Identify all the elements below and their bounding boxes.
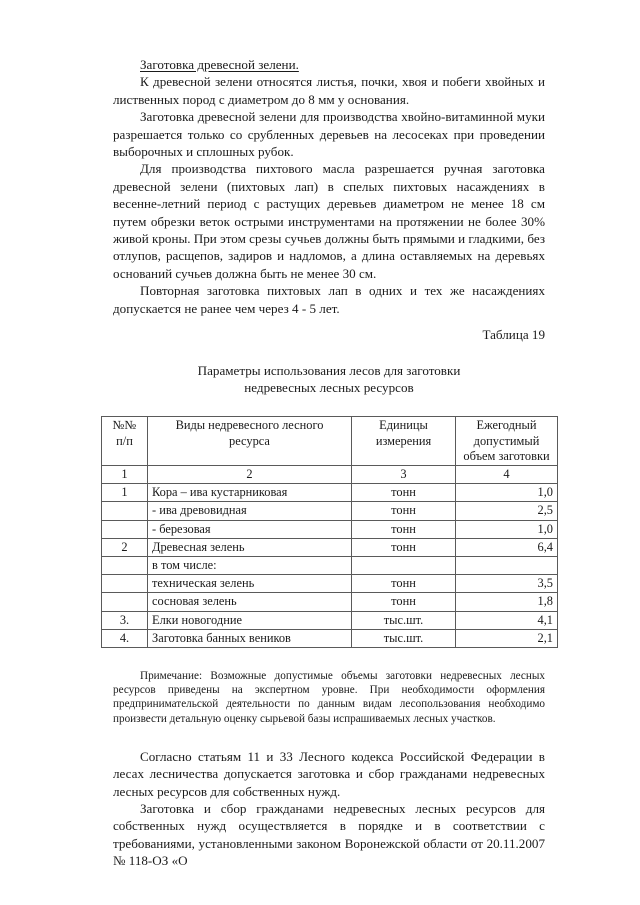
column-number-2: 2 <box>148 465 352 483</box>
cell-name: Елки новогодние <box>148 611 352 629</box>
header-volume-line-2: допустимый <box>473 433 540 448</box>
table-note: Примечание: Возможные допустимые объемы заготовки недревесных лесных ресурсов приведены на экспертном уровне. При необходимости оформления предпринимательской деятельности по данным видам лесопользования необходимо произвести детальную оценку сырьевой базы испрашиваемых лесных участков. <box>113 669 545 725</box>
table-row <box>102 611 558 629</box>
cell-name: Древесная зелень <box>148 538 352 556</box>
table-title-line-2: недревесных лесных ресурсов <box>244 379 414 395</box>
header-unit-line-2: измерения <box>375 433 432 448</box>
table-title <box>113 362 545 397</box>
tail-section <box>113 748 545 870</box>
paragraph-2: Заготовка древесной зелени для производства хвойно-витаминной муки разрешается только со срубленных деревьев на лесосеках при проведении выборочных и сплошных рубок. <box>113 109 545 160</box>
cell-unit: тонн <box>352 575 456 593</box>
resources-table <box>101 416 558 648</box>
document-body <box>112 56 553 870</box>
header-no-line-1: №№ <box>112 418 137 433</box>
cell-volume: 1,8 <box>456 593 558 611</box>
header-name-line-2: ресурса <box>229 433 270 448</box>
cell-unit: тыс.шт. <box>352 629 456 647</box>
cell-name: Кора – ива кустарниковая <box>148 484 352 502</box>
cell-no: 2 <box>102 538 148 556</box>
tail-paragraph-1: Согласно статьям 11 и 33 Лесного кодекса Российской Федерации в лесах лесничества допускается заготовка и сбор гражданами недревесных лесных ресурсов для собственных нужд. <box>113 748 545 799</box>
cell-unit: тыс.шт. <box>352 611 456 629</box>
table-row <box>102 629 558 647</box>
table-row <box>102 520 558 538</box>
cell-volume: 6,4 <box>456 538 558 556</box>
header-cell-no <box>102 417 148 466</box>
header-unit-line-1: Единицы <box>379 418 428 433</box>
cell-unit: тонн <box>352 502 456 520</box>
header-cell-volume <box>456 417 558 466</box>
table-header-row <box>102 417 558 466</box>
table-row <box>102 593 558 611</box>
table-head <box>102 417 558 484</box>
cell-volume: 1,0 <box>456 520 558 538</box>
cell-name: в том числе: <box>148 556 352 574</box>
cell-unit: тонн <box>352 593 456 611</box>
cell-volume <box>456 556 558 574</box>
cell-name: - ива древовидная <box>148 502 352 520</box>
cell-no <box>102 502 148 520</box>
cell-unit: тонн <box>352 538 456 556</box>
cell-unit: тонн <box>352 484 456 502</box>
table-row <box>102 575 558 593</box>
cell-no <box>102 575 148 593</box>
table-column-number-row <box>102 465 558 483</box>
cell-unit <box>352 556 456 574</box>
cell-no <box>102 520 148 538</box>
cell-volume: 2,5 <box>456 502 558 520</box>
column-number-1: 1 <box>102 465 148 483</box>
paragraph-3: Для производства пихтового масла разрешается ручная заготовка древесной зелени (пихтовых лап) в спелых пихтовых насаждениях в весенне-летний период с растущих деревьев диаметром не менее 18 см путем обрезки веток острыми инструментами на протяжении не более 30% живой кроны. При этом срезы сучьев должны быть прямыми и гладкими, без отлупов, расщепов, задиров и надломов, а длина оставляемых на деревьях оснований сучьев должна быть не менее 30 см. <box>113 161 545 281</box>
cell-name: техническая зелень <box>148 575 352 593</box>
cell-volume: 1,0 <box>456 484 558 502</box>
cell-name: Заготовка банных веников <box>148 629 352 647</box>
cell-no <box>102 593 148 611</box>
cell-volume: 2,1 <box>456 629 558 647</box>
column-number-4: 4 <box>456 465 558 483</box>
table-row <box>102 484 558 502</box>
paragraph-1: К древесной зелени относятся листья, почки, хвоя и побеги хвойных и лиственных пород с диаметром до 8 мм у основания. <box>113 74 545 107</box>
table-body <box>102 484 558 648</box>
tail-paragraph-2: Заготовка и сбор гражданами недревесных лесных ресурсов для собственных нужд осуществляется в порядке и в соответствии с требованиями, установленными законом Воронежской области от 20.11.2007 № 118-ОЗ «О <box>113 800 545 869</box>
cell-volume: 4,1 <box>456 611 558 629</box>
cell-no: 4. <box>102 629 148 647</box>
table-row <box>102 538 558 556</box>
cell-name: сосновая зелень <box>148 593 352 611</box>
header-volume-line-1: Ежегодный <box>476 418 537 433</box>
paragraph-4: Повторная заготовка пихтовых лап в одних и тех же насаждениях допускается не ранее чем через 4 - 5 лет. <box>113 283 545 316</box>
header-cell-unit <box>352 417 456 466</box>
cell-name: - березовая <box>148 520 352 538</box>
table-label: Таблица 19 <box>482 327 545 343</box>
cell-volume: 3,5 <box>456 575 558 593</box>
table-row <box>102 502 558 520</box>
header-name-line-1: Виды недревесного лесного <box>175 418 324 433</box>
section-heading <box>113 56 545 73</box>
cell-no <box>102 556 148 574</box>
cell-unit: тонн <box>352 520 456 538</box>
table-title-line-1: Параметры использования лесов для заготовки <box>197 362 461 378</box>
table-row <box>102 556 558 574</box>
header-volume-line-3: объем заготовки <box>463 448 550 463</box>
column-number-3: 3 <box>352 465 456 483</box>
cell-no: 3. <box>102 611 148 629</box>
section-heading-text: Заготовка древесной зелени. <box>140 57 299 72</box>
header-no-line-2: п/п <box>116 433 133 448</box>
cell-no: 1 <box>102 484 148 502</box>
header-cell-name <box>148 417 352 466</box>
